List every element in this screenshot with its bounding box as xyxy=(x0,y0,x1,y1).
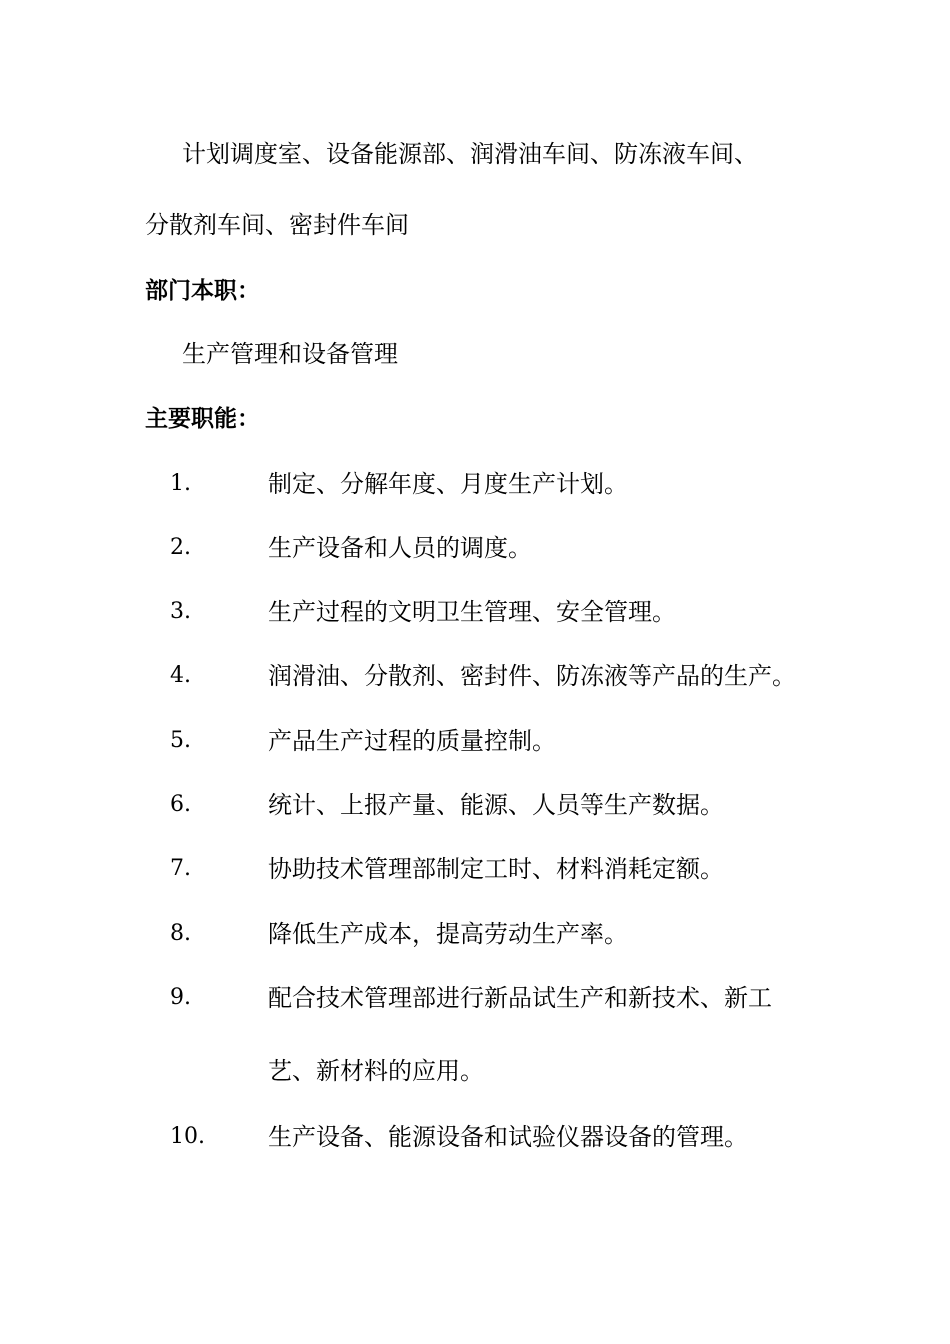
item-number: 6. xyxy=(170,792,191,817)
item-text: 润滑油、分散剂、密封件、防冻液等产品的生产。 xyxy=(268,662,796,690)
departments-line-1: 计划调度室、设备能源部、润滑油车间、防冻液车间、 xyxy=(182,140,758,168)
item-text: 降低生产成本，提高劳动生产率。 xyxy=(268,920,628,948)
item-text: 生产设备和人员的调度。 xyxy=(268,534,532,562)
item-number: 5. xyxy=(170,728,191,753)
item-text: 生产过程的文明卫生管理、安全管理。 xyxy=(268,598,676,626)
item-text: 配合技术管理部进行新品试生产和新技术、新工 xyxy=(268,984,772,1012)
item-text: 制定、分解年度、月度生产计划。 xyxy=(268,470,628,498)
item-number: 7. xyxy=(170,856,191,881)
duty-heading: 部门本职： xyxy=(145,278,260,304)
item-text: 生产设备、能源设备和试验仪器设备的管理。 xyxy=(268,1123,748,1151)
item-number: 2. xyxy=(170,535,191,560)
item-number: 9. xyxy=(170,985,191,1010)
departments-line-2: 分散剂车间、密封件车间 xyxy=(145,211,409,239)
duty-text: 生产管理和设备管理 xyxy=(182,340,398,368)
item-number: 4. xyxy=(170,663,191,688)
item-number: 3. xyxy=(170,599,191,624)
item-number: 8. xyxy=(170,921,191,946)
item-text: 产品生产过程的质量控制。 xyxy=(268,727,556,755)
item-number: 1. xyxy=(170,471,191,496)
functions-heading: 主要职能： xyxy=(145,406,260,432)
item-text: 统计、上报产量、能源、人员等生产数据。 xyxy=(268,791,724,819)
item-number: 10. xyxy=(170,1124,205,1149)
item-text: 协助技术管理部制定工时、材料消耗定额。 xyxy=(268,855,724,883)
item-text-continuation: 艺、新材料的应用。 xyxy=(268,1057,484,1085)
